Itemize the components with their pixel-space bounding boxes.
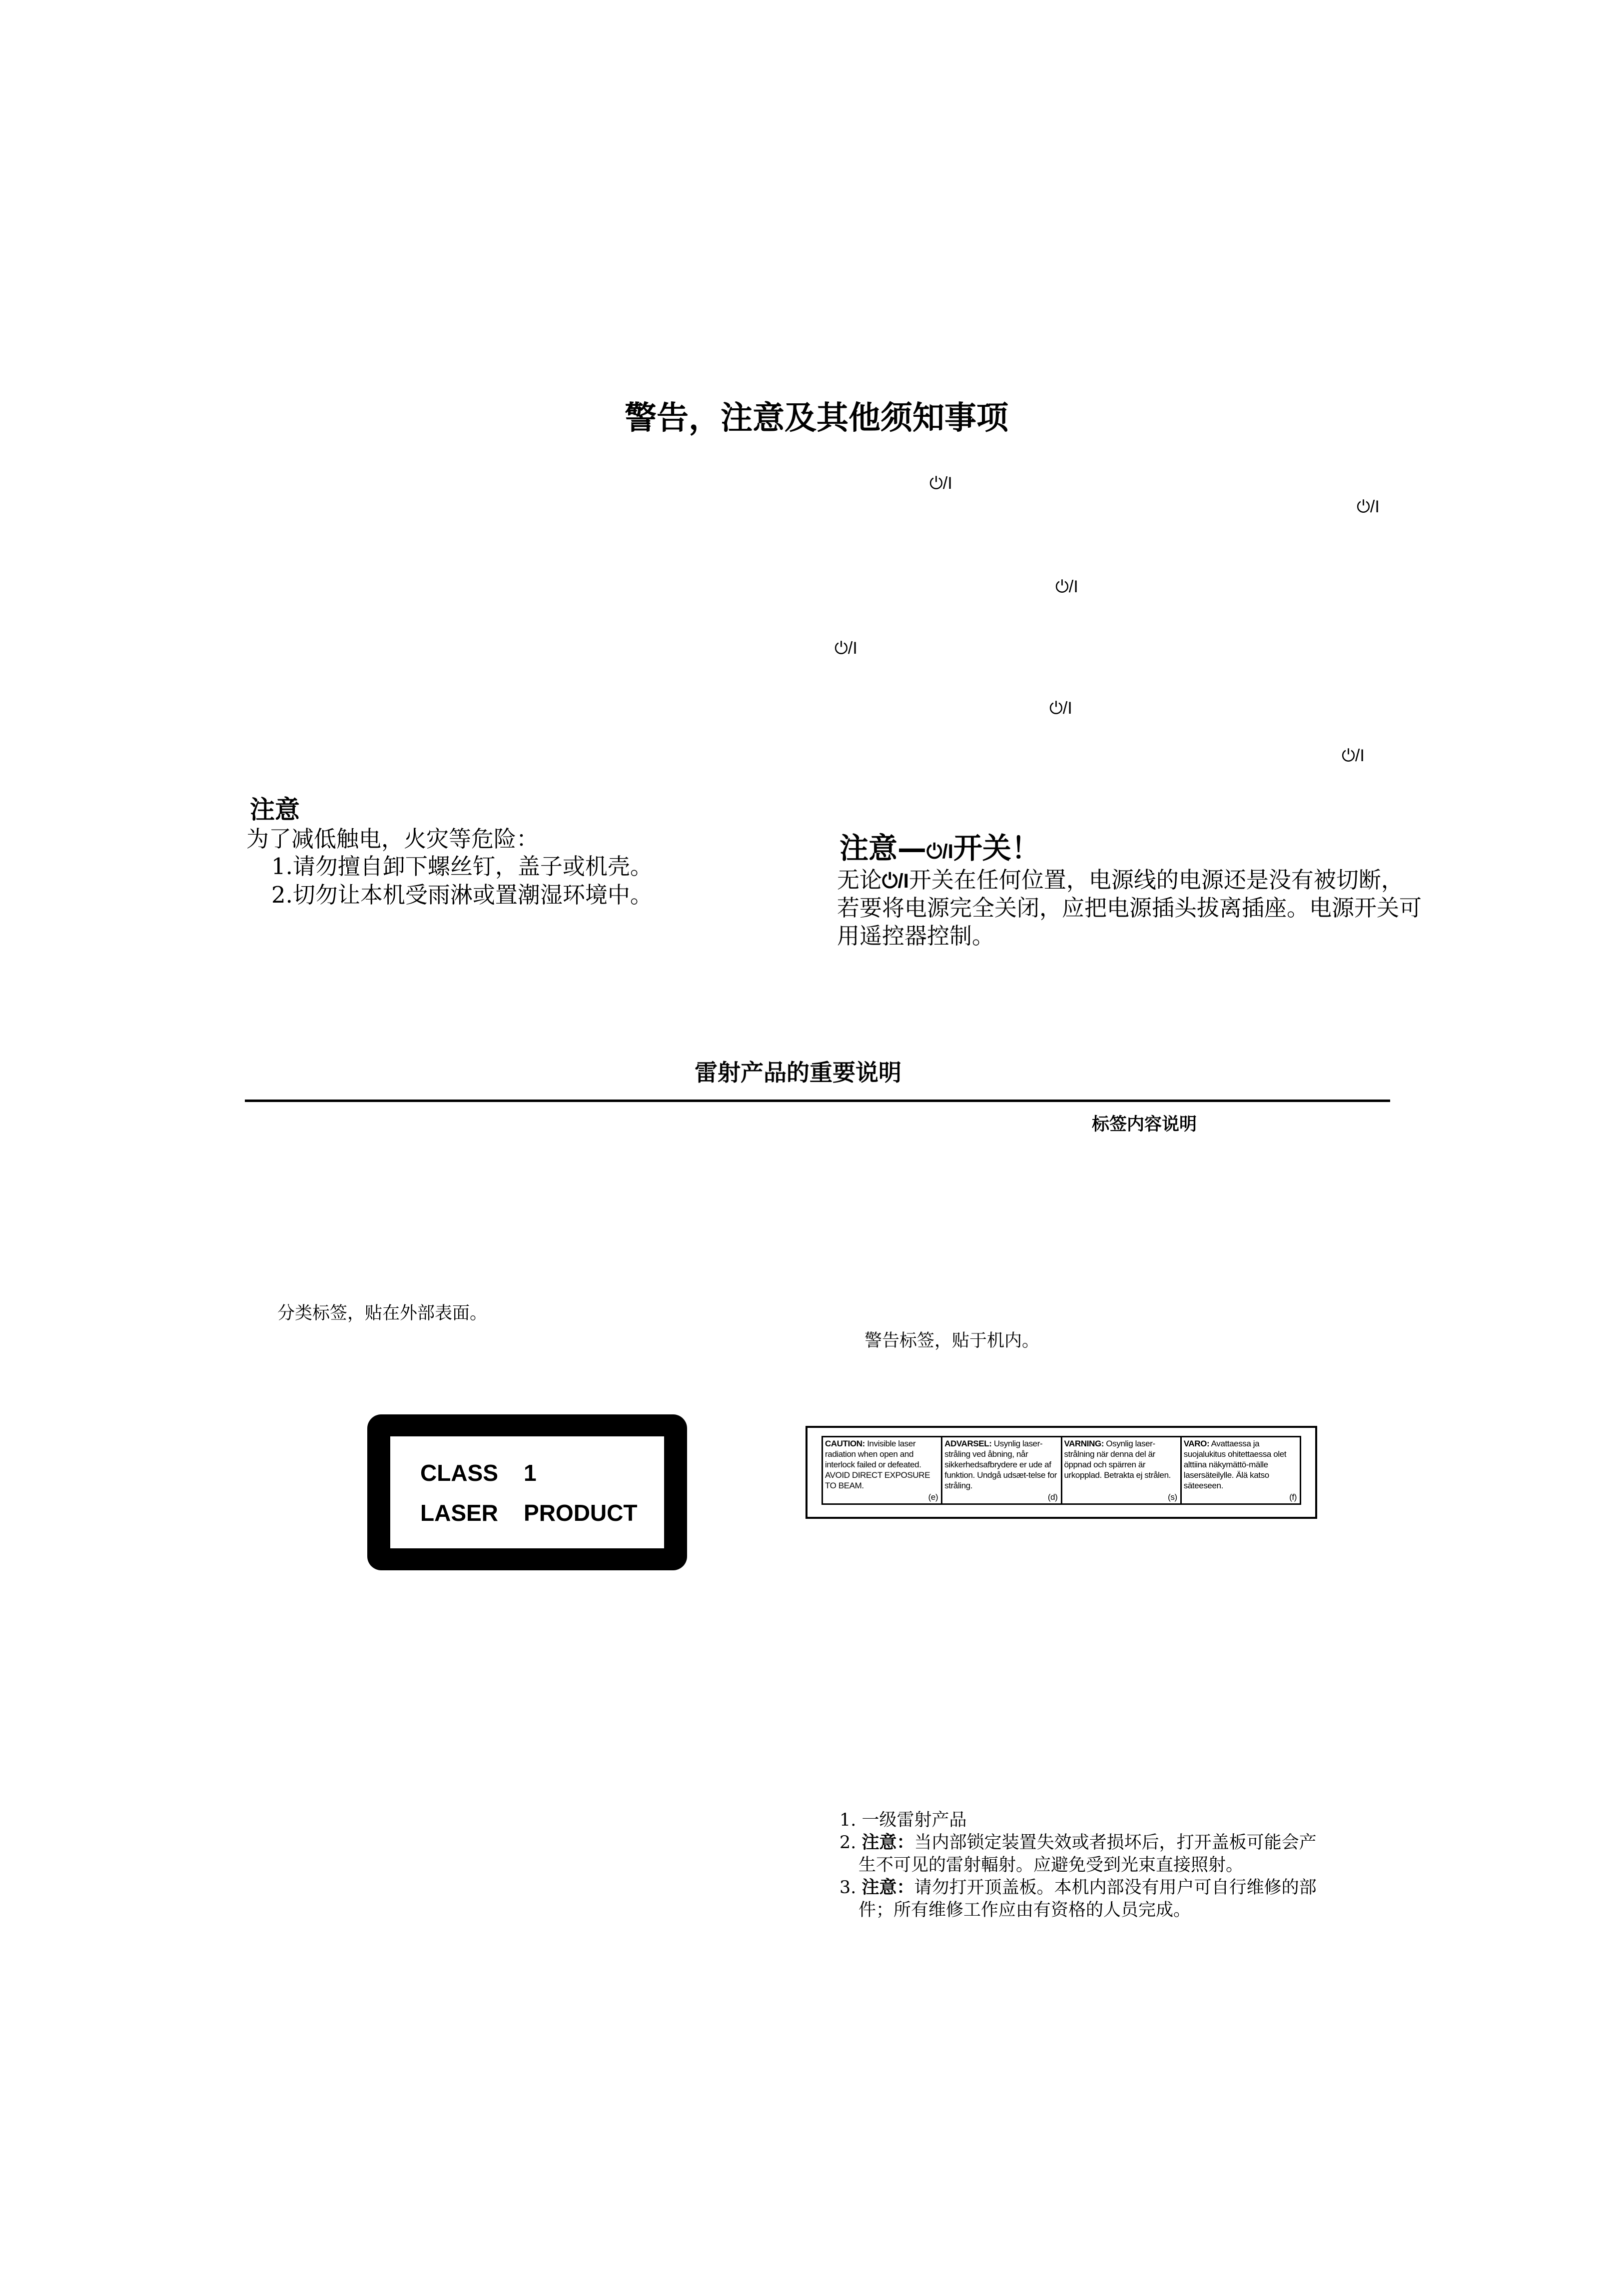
warning-text: Osynlig laser-strålning när denna del är öppnad och spärren är urkopplad. Betrakta ej strålen. [1064, 1439, 1171, 1480]
page-title: 警告，注意及其他须知事项 [625, 400, 1008, 437]
power-switch-line-3: 用遥控器控制。 [837, 923, 995, 949]
explanation-item-3 [839, 1877, 1317, 1899]
explanation-text: 当内部锁定装置失效或者损坏后，打开盖板可能会产 [914, 1833, 1317, 1853]
power-switch-line-2: 若要将电源完全关闭，应把电源插头拔离插座。电源开关可 [837, 895, 1422, 921]
explanation-number: 3. [839, 1878, 856, 1898]
power-symbol-icon: ⏻/I [882, 870, 909, 892]
warning-label-caption: 警告标签，贴于机内。 [864, 1331, 1040, 1351]
explanation-text: 一级雷射产品 [861, 1810, 967, 1830]
power-switch-heading-prefix: 注意— [839, 831, 927, 865]
warning-label-inner [821, 1436, 1301, 1505]
caution-item-2: 2.切勿让本机受雨淋或置潮湿环境中。 [271, 882, 653, 908]
power-symbol-icon: ⏻/I [1357, 497, 1380, 516]
power-switch-line-1-suffix: 开关在任何位置，电源线的电源还是没有被切断， [908, 867, 1404, 893]
explanation-text: 请勿打开顶盖板。本机内部没有用户可自行维修的部 [914, 1878, 1317, 1898]
laser-warning-label [806, 1426, 1317, 1519]
warning-label-finnish [1182, 1437, 1300, 1503]
warning-heading: VARNING: [1064, 1439, 1104, 1448]
class-label-line-2: LASER PRODUCT [420, 1500, 638, 1526]
power-switch-line-1-prefix: 无论 [837, 867, 882, 893]
warning-heading: CAUTION: [825, 1439, 865, 1448]
caution-heading: 注意 [250, 795, 300, 824]
explanation-item-2-cont: 生不可见的雷射輻射。应避免受到光束直接照射。 [858, 1855, 1244, 1875]
power-symbol-icon: ⏻/I [1049, 699, 1072, 718]
warning-label-danish [942, 1437, 1062, 1503]
warning-code: (s) [1168, 1492, 1177, 1502]
class-1-laser-label [367, 1414, 687, 1570]
warning-code: (d) [1047, 1492, 1058, 1502]
power-symbol-icon: ⏻/I [929, 474, 952, 493]
warning-text: Usynlig laser-stråling ved åbning, når sikkerhedsafbrydere er ude af funktion. Undgå udsæt-telse for stråling. [944, 1439, 1057, 1490]
explanation-number: 2. [839, 1833, 856, 1853]
power-symbol-icon: ⏻/I [1055, 577, 1078, 596]
warning-text: Invisible laser radiation when open and interlock failed or defeated. AVOID DIRECT EXPOSURE TO BEAM. [825, 1439, 930, 1490]
warning-code: (f) [1289, 1492, 1297, 1502]
class-label-line-1: CLASS 1 [420, 1460, 537, 1486]
power-switch-heading-suffix: 开关！ [953, 831, 1040, 865]
warning-heading: VARO: [1183, 1439, 1210, 1448]
laser-section-title: 雷射产品的重要说明 [695, 1059, 901, 1086]
warning-label-english [823, 1437, 942, 1503]
class-label-caption: 分类标签，贴在外部表面。 [277, 1303, 488, 1323]
warning-text: Avattaessa ja suojalukitus ohitettaessa olet alttiina näkymättö-mälle lasersäteilylle. Älä katso säteeseen. [1183, 1439, 1287, 1490]
explanation-item-2 [839, 1832, 1317, 1854]
power-symbol-icon: ⏻/I [1342, 746, 1365, 765]
power-switch-line-1 [837, 866, 1404, 896]
power-symbol-icon: ⏻/I [926, 841, 953, 863]
explanation-item-3-cont: 件；所有维修工作应由有资格的人员完成。 [858, 1900, 1191, 1920]
explanation-label: 注意： [861, 1877, 914, 1898]
explanation-number: 1. [839, 1810, 856, 1830]
power-symbol-icon: ⏻/I [834, 639, 857, 658]
class-label-inner [390, 1436, 664, 1548]
warning-label-swedish [1062, 1437, 1182, 1503]
explanation-label: 注意： [861, 1832, 914, 1853]
explanation-item-1 [839, 1809, 967, 1831]
warning-code: (e) [928, 1492, 938, 1502]
power-switch-heading [839, 825, 1040, 867]
section-divider [245, 1100, 1390, 1102]
caution-item-1: 1.请勿擅自卸下螺丝钉，盖子或机壳。 [271, 853, 653, 880]
label-description-title: 标签内容说明 [1092, 1115, 1197, 1135]
caution-intro: 为了减低触电，火灾等危险： [246, 826, 539, 852]
warning-heading: ADVARSEL: [944, 1439, 992, 1448]
